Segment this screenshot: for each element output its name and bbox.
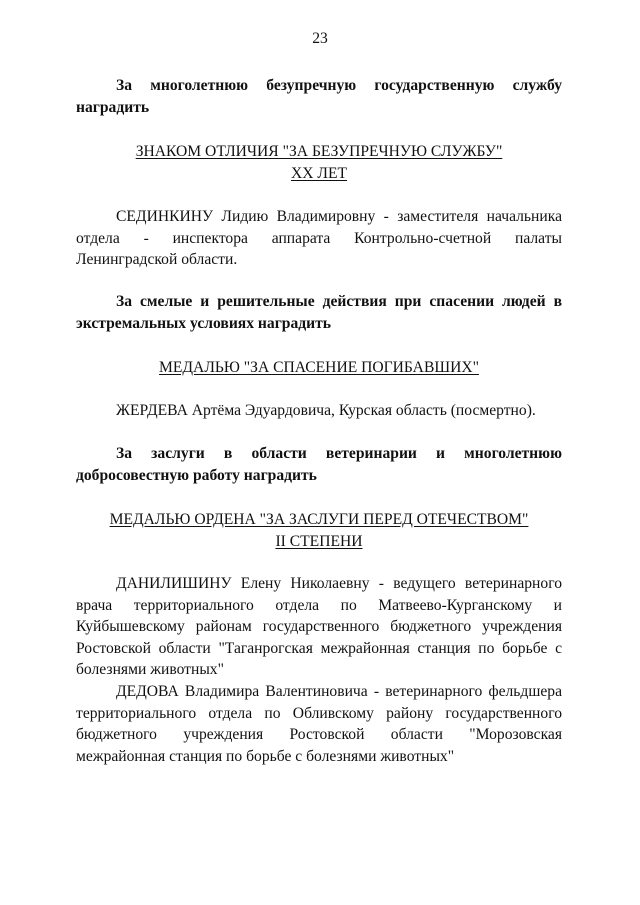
- section3-awardee-2: ДЕДОВА Владимира Валентиновича - ветеринарного фельдшера территориального отдела по Обливскому району государственного бюджетного учреждения Ростовской области "Морозовская межрайонная станция по борьбе с болезнями животных": [76, 683, 562, 765]
- section1-award-subtitle: XX ЛЕТ: [290, 165, 348, 182]
- section2-intro: За смелые и решительные действия при спасении людей в экстремальных условиях наградить: [76, 293, 562, 332]
- section3-award-title: МЕДАЛЬЮ ОРДЕНА "ЗА ЗАСЛУГИ ПЕРЕД ОТЕЧЕСТВОМ": [109, 511, 529, 528]
- section2-award-title: МЕДАЛЬЮ "ЗА СПАСЕНИЕ ПОГИБАВШИХ": [159, 359, 479, 376]
- section1-intro: За многолетнюю безупречную государственную службу наградить: [76, 77, 562, 116]
- section2-awardee: ЖЕРДЕВА Артёма Эдуардовича, Курская область (посмертно).: [116, 402, 536, 419]
- section3-intro: За заслуги в области ветеринарии и многолетнюю добросовестную работу наградить: [76, 445, 562, 484]
- section3-awardee-1: ДАНИЛИШИНУ Елену Николаевну - ведущего ветеринарного врача территориального отдела по Матвеево-Курганскому и Куйбышевскому районам государственного бюджетного учреждения Ростовской области "Таганрогская межрайонная станция по борьбе с болезнями животных": [76, 575, 562, 678]
- section1-award-title: ЗНАКОМ ОТЛИЧИЯ "ЗА БЕЗУПРЕЧНУЮ СЛУЖБУ": [135, 143, 503, 160]
- page-number: 23: [312, 30, 328, 47]
- section1-awardee: СЕДИНКИНУ Лидию Владимировну - заместителя начальника отдела - инспектора аппарата Контрольно-счетной палаты Ленинградской области.: [76, 208, 562, 268]
- section3-award-subtitle: II СТЕПЕНИ: [275, 533, 363, 550]
